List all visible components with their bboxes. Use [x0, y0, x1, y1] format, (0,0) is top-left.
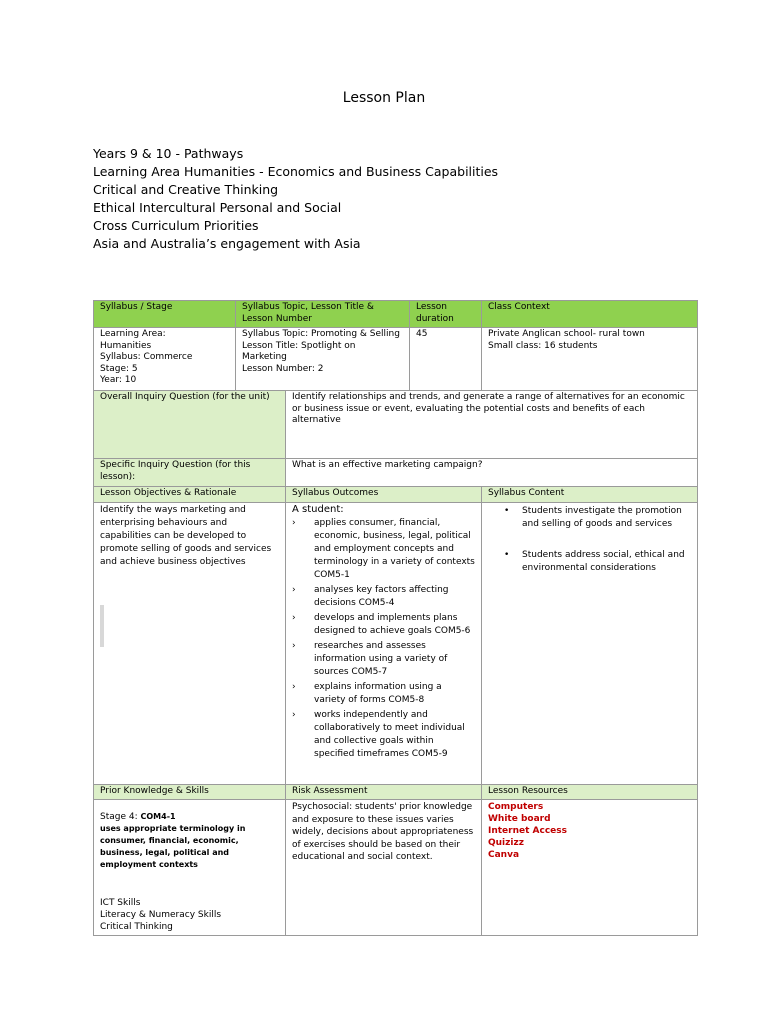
prior-cell [94, 800, 286, 936]
prior-row [94, 800, 698, 936]
heading-cross-curriculum: Cross Curriculum Priorities [93, 218, 259, 233]
section2-header-row [94, 487, 698, 503]
section3-header-row [94, 784, 698, 800]
outcome-item: › works independently and collaboratively to meet individual and collective goals within specified timeframes COM5-9 [292, 710, 465, 759]
header-risk: Risk Assessment [286, 784, 482, 800]
risk-cell: Psychosocial: students' prior knowledge and exposure to these issues varies widely, decisions about appropriateness of exercises should be based on their educational and social context. [286, 800, 482, 936]
outcome-item: › analyses key factors affecting decisions COM5-4 [292, 585, 449, 608]
overall-inquiry-row [94, 391, 698, 459]
header-syllabus-topic: Syllabus Topic, Lesson Title & Lesson Number [236, 301, 410, 328]
overall-inquiry-value: Identify relationships and trends, and generate a range of alternatives for an economic or business issue or event, evaluating the potential costs and benefits of each alternative [286, 391, 698, 459]
header-lesson-duration: Lesson duration [410, 301, 482, 328]
resource-item: Computers [488, 802, 544, 812]
outcome-item: › explains information using a variety of forms COM5-8 [292, 682, 442, 705]
bullet-icon: • [504, 549, 510, 560]
heading-years: Years 9 & 10 - Pathways [93, 146, 244, 161]
header-outcomes: Syllabus Outcomes [286, 487, 482, 503]
resource-item: White board [488, 814, 551, 824]
context-cell: Private Anglican school- rural town Small class: 16 students [482, 328, 698, 391]
specific-inquiry-row [94, 459, 698, 487]
overall-inquiry-label: Overall Inquiry Question (for the unit) [94, 391, 286, 459]
resources-cell [482, 800, 698, 936]
duration-cell: 45 [410, 328, 482, 391]
outcome-item: › develops and implements plans designed to achieve goals COM5-6 [292, 613, 471, 636]
table-header-row [94, 301, 698, 328]
topic-cell: Syllabus Topic: Promoting & Selling Lesson Title: Spotlight on Marketing Lesson Number: 2 [236, 328, 410, 391]
chevron-right-icon: › [292, 682, 296, 692]
heading-asia: Asia and Australia’s engagement with Asia [93, 236, 361, 251]
heading-list [93, 145, 498, 253]
content-item: • Students investigate the promotion and selling of goods and services [488, 505, 691, 531]
header-class-context: Class Context [482, 301, 698, 328]
prior-stage: Stage 4: COM4-1 [100, 812, 176, 822]
outcome-item: › applies consumer, financial, economic, business, legal, political and employment concepts and terminology in a variety of contexts COM5-1 [292, 518, 475, 580]
chevron-right-icon: › [292, 710, 296, 720]
content-cell [482, 502, 698, 784]
outcomes-intro: A student: [292, 503, 344, 515]
skill-item: Critical Thinking [100, 922, 173, 932]
header-prior: Prior Knowledge & Skills [94, 784, 286, 800]
heading-learning-area: Learning Area Humanities - Economics and Business Capabilities [93, 164, 499, 179]
chevron-right-icon: › [292, 518, 296, 528]
resource-item: Canva [488, 850, 520, 860]
page-title: Lesson Plan [342, 90, 426, 106]
prior-stage-desc: uses appropriate terminology in consumer, financial, economic, business, legal, political and employment contexts [100, 824, 246, 869]
specific-inquiry-value: What is an effective marketing campaign? [286, 459, 698, 487]
lesson-plan-table [93, 300, 698, 936]
skill-item: Literacy & Numeracy Skills [100, 910, 222, 920]
content-item: • Students address social, ethical and environmental considerations [488, 549, 691, 575]
outcome-item: › researches and assesses information using a variety of sources COM5-7 [292, 641, 448, 677]
header-objectives: Lesson Objectives & Rationale [94, 487, 286, 503]
chevron-right-icon: › [292, 641, 296, 651]
chevron-right-icon: › [292, 613, 296, 623]
heading-ethical: Ethical Intercultural Personal and Social [93, 200, 342, 215]
skill-item: ICT Skills [100, 898, 141, 908]
header-syllabus-stage: Syllabus / Stage [94, 301, 236, 328]
chevron-right-icon: › [292, 585, 296, 595]
resource-item: Quizizz [488, 838, 524, 848]
details-row [94, 328, 698, 391]
specific-inquiry-label: Specific Inquiry Question (for this lesson): [94, 459, 286, 487]
learning-area-cell: Learning Area: Humanities Syllabus: Commerce Stage: 5 Year: 10 [94, 328, 236, 391]
outcomes-cell [286, 502, 482, 784]
objectives-row [94, 502, 698, 784]
heading-critical-thinking: Critical and Creative Thinking [93, 182, 279, 197]
header-content: Syllabus Content [482, 487, 698, 503]
objectives-cell [94, 502, 286, 784]
vertical-bar [100, 605, 104, 647]
objectives-text: Identify the ways marketing and enterprising behaviours and capabilities can be developed to promote selling of goods and services and achieve business objectives [100, 504, 272, 567]
bullet-icon: • [504, 505, 510, 516]
header-resources: Lesson Resources [482, 784, 698, 800]
skills-list [100, 897, 279, 933]
resource-item: Internet Access [488, 826, 568, 836]
